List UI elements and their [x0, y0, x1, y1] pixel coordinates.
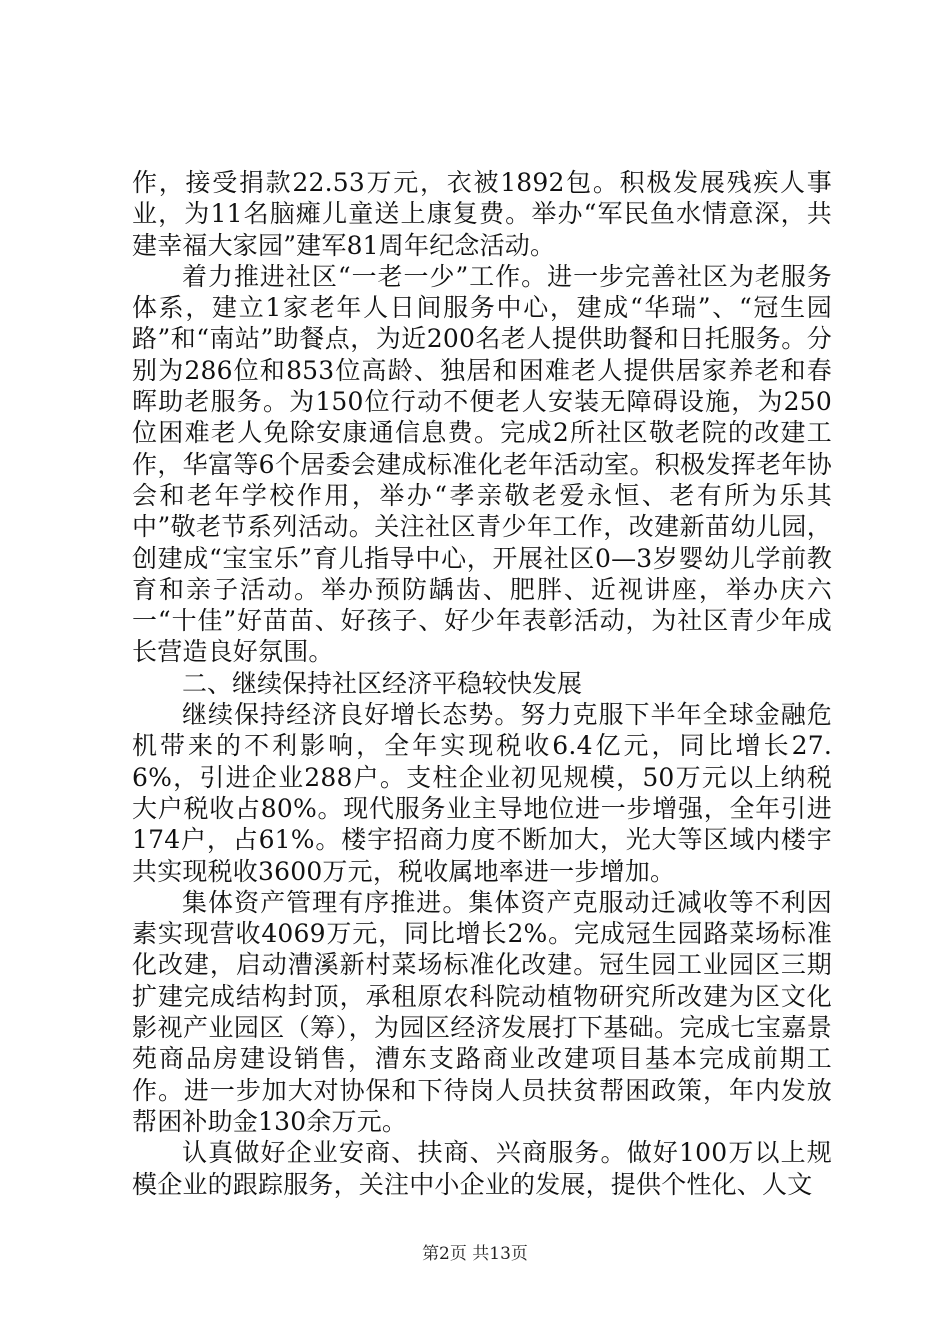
- document-body: [132, 167, 832, 1200]
- paragraph-elderly-youth: 着力推进社区“一老一少”工作。进一步完善社区为老服务体系，建立1家老年人日间服务中心，建成“华瑞”、“冠生园路”和“南站”助餐点，为近200名老人提供助餐和日托服务。分别为286位和853位高龄、独居和困难老人提供居家养老和春晖助老服务。为150位行动不便老人安装无障碍设施，为250位困难老人免除安康通信息费。完成2所社区敬老院的改建工作，华富等6个居委会建成标准化老年活动室。积极发挥老年协会和老年学校作用，举办“孝亲敬老爱永恒、老有所为乐其中”敬老节系列活动。关注社区青少年工作，改建新苗幼儿园，创建成“宝宝乐”育儿指导中心，开展社区0—3岁婴幼儿学前教育和亲子活动。举办预防龋齿、肥胖、近视讲座，举办庆六一“十佳”好苗苗、好孩子、好少年表彰活动，为社区青少年成长营造良好氛围。: [132, 261, 832, 667]
- paragraph-continuation: 作，接受捐款22.53万元，衣被1892包。积极发展残疾人事业，为11名脑瘫儿童送上康复费。举办“军民鱼水情意深，共建幸福大家园”建军81周年纪念活动。: [132, 168, 832, 260]
- section-heading: 二、继续保持社区经济平稳较快发展: [182, 668, 583, 698]
- page-footer: 第2页 共13页: [422, 1244, 528, 1264]
- paragraph-collective-assets: 集体资产管理有序推进。集体资产克服动迁减收等不利因素实现营收4069万元，同比增长2%。完成冠生园路菜场标准化改建，启动漕溪新村菜场标准化改建。冠生园工业园区三期扩建完成结构封顶，承租原农科院动植物研究所改建为区文化影视产业园区（筹），为园区经济发展打下基础。完成七宝嘉景苑商品房建设销售，漕东支路商业改建项目基本完成前期工作。进一步加大对协保和下待岗人员扶贫帮困政策，年内发放帮困补助金130余万元。: [132, 887, 832, 1136]
- paragraph-economic-growth: 继续保持经济良好增长态势。努力克服下半年全球金融危机带来的不利影响，全年实现税收6.4亿元，同比增长27.6%，引进企业288户。支柱企业初见规模，50万元以上纳税大户税收占80%。现代服务业主导地位进一步增强，全年引进174户，占61%。楼宇招商力度不断加大，光大等区域内楼宇共实现税收3600万元，税收属地率进一步增加。: [132, 700, 832, 886]
- paragraph-enterprise-service: 认真做好企业安商、扶商、兴商服务。做好100万以上规模企业的跟踪服务，关注中小企业的发展，提供个性化、人文: [132, 1138, 832, 1199]
